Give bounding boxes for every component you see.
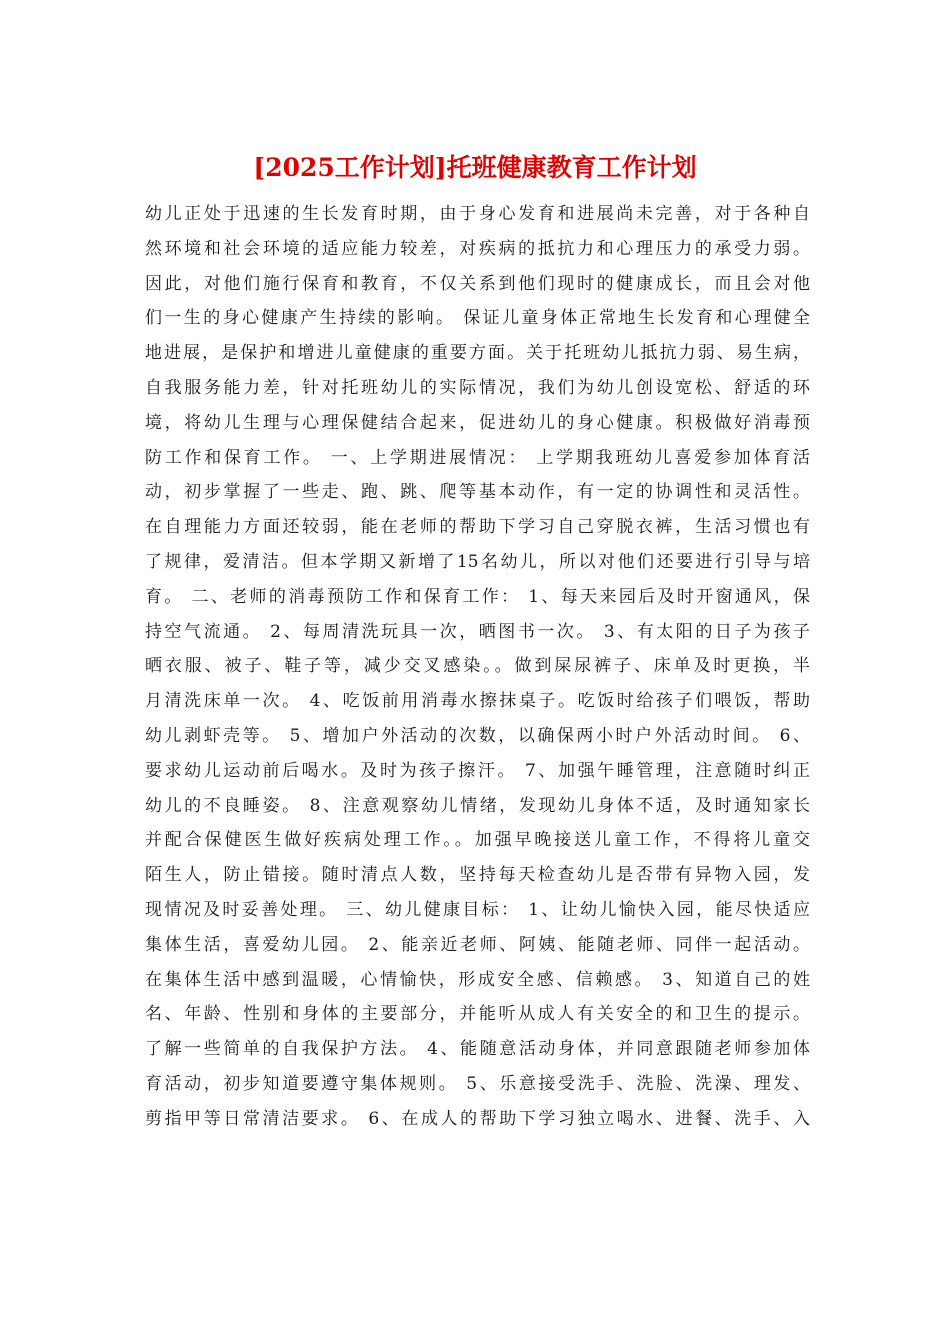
body-text-line: 在自理能力方面还较弱，能在老师的帮助下学习自己穿脱衣裤，生活习惯也有 — [145, 517, 810, 538]
document-title: [2025工作计划]托班健康教育工作计划 — [253, 153, 697, 182]
body-text-line: 并配合保健医生做好疾病处理工作。。加强早晚接送儿童工作，不得将儿童交 — [145, 830, 810, 851]
body-text-line: 要求幼儿运动前后喝水。及时为孩子擦汗。 7、加强午睡管理，注意随时纠正 — [145, 760, 810, 781]
body-text-line: 防工作和保育工作。 一、上学期进展情况： 上学期我班幼儿喜爱参加体育活 — [145, 447, 810, 468]
body-text-line: 月清洗床单一次。 4、吃饭前用消毒水擦抹桌子。吃饭时给孩子们喂饭，帮助 — [145, 691, 810, 712]
body-text-line: 地进展，是保护和增进儿童健康的重要方面。关于托班幼儿抵抗力弱、易生病， — [145, 343, 810, 364]
body-text-line: 因此，对他们施行保育和教育，不仅关系到他们现时的健康成长，而且会对他 — [145, 273, 810, 294]
document-body — [145, 197, 810, 1137]
body-text-line: 了解一些简单的自我保护方法。 4、能随意活动身体，并同意跟随老师参加体 — [145, 1039, 810, 1060]
body-text-line: 幼儿的不良睡姿。 8、注意观察幼儿情绪，发现幼儿身体不适，及时通知家长 — [145, 795, 810, 816]
body-text-line: 然环境和社会环境的适应能力较差，对疾病的抵抗力和心理压力的承受力弱。 — [145, 238, 810, 259]
body-text-line: 现情况及时妥善处理。 三、幼儿健康目标： 1、让幼儿愉快入园，能尽快适应 — [145, 899, 810, 920]
body-text-line: 在集体生活中感到温暖，心情愉快，形成安全感、信赖感。 3、知道自己的姓 — [145, 969, 810, 990]
body-text-line: 了规律，爱清洁。但本学期又新增了15名幼儿，所以对他们还要进行引导与培 — [145, 551, 810, 572]
body-text-line: 们一生的身心健康产生持续的影响。 保证儿童身体正常地生长发育和心理健全 — [145, 308, 810, 329]
body-text-line: 境，将幼儿生理与心理保健结合起来，促进幼儿的身心健康。积极做好消毒预 — [145, 412, 810, 433]
body-text-line: 幼儿剥虾壳等。 5、增加户外活动的次数，以确保两小时户外活动时间。 6、 — [145, 725, 810, 746]
body-text-line: 名、年龄、性别和身体的主要部分，并能听从成人有关安全的和卫生的提示。 — [145, 1004, 810, 1025]
body-text-line: 剪指甲等日常清洁要求。 6、在成人的帮助下学习独立喝水、进餐、洗手、入 — [145, 1108, 810, 1129]
body-text-line: 育。 二、老师的消毒预防工作和保育工作： 1、每天来园后及时开窗通风，保 — [145, 586, 810, 607]
body-text-line: 晒衣服、被子、鞋子等，减少交叉感染。。做到屎尿裤子、床单及时更换，半 — [145, 656, 810, 677]
body-text-line: 持空气流通。 2、每周清洗玩具一次，晒图书一次。 3、有太阳的日子为孩子 — [145, 621, 810, 642]
body-text-line: 集体生活，喜爱幼儿园。 2、能亲近老师、阿姨、能随老师、同伴一起活动。 — [145, 934, 810, 955]
body-text-line: 自我服务能力差，针对托班幼儿的实际情况，我们为幼儿创设宽松、舒适的环 — [145, 377, 810, 398]
body-text-line: 动，初步掌握了一些走、跑、跳、爬等基本动作，有一定的协调性和灵活性。 — [145, 482, 810, 503]
body-text-line: 幼儿正处于迅速的生长发育时期，由于身心发育和进展尚未完善，对于各种自 — [145, 204, 810, 224]
body-text-line: 育活动，初步知道要遵守集体规则。 5、乐意接受洗手、洗脸、洗澡、理发、 — [145, 1073, 810, 1094]
body-text-line: 陌生人，防止错接。随时清点人数，坚持每天检查幼儿是否带有异物入园，发 — [145, 865, 810, 886]
